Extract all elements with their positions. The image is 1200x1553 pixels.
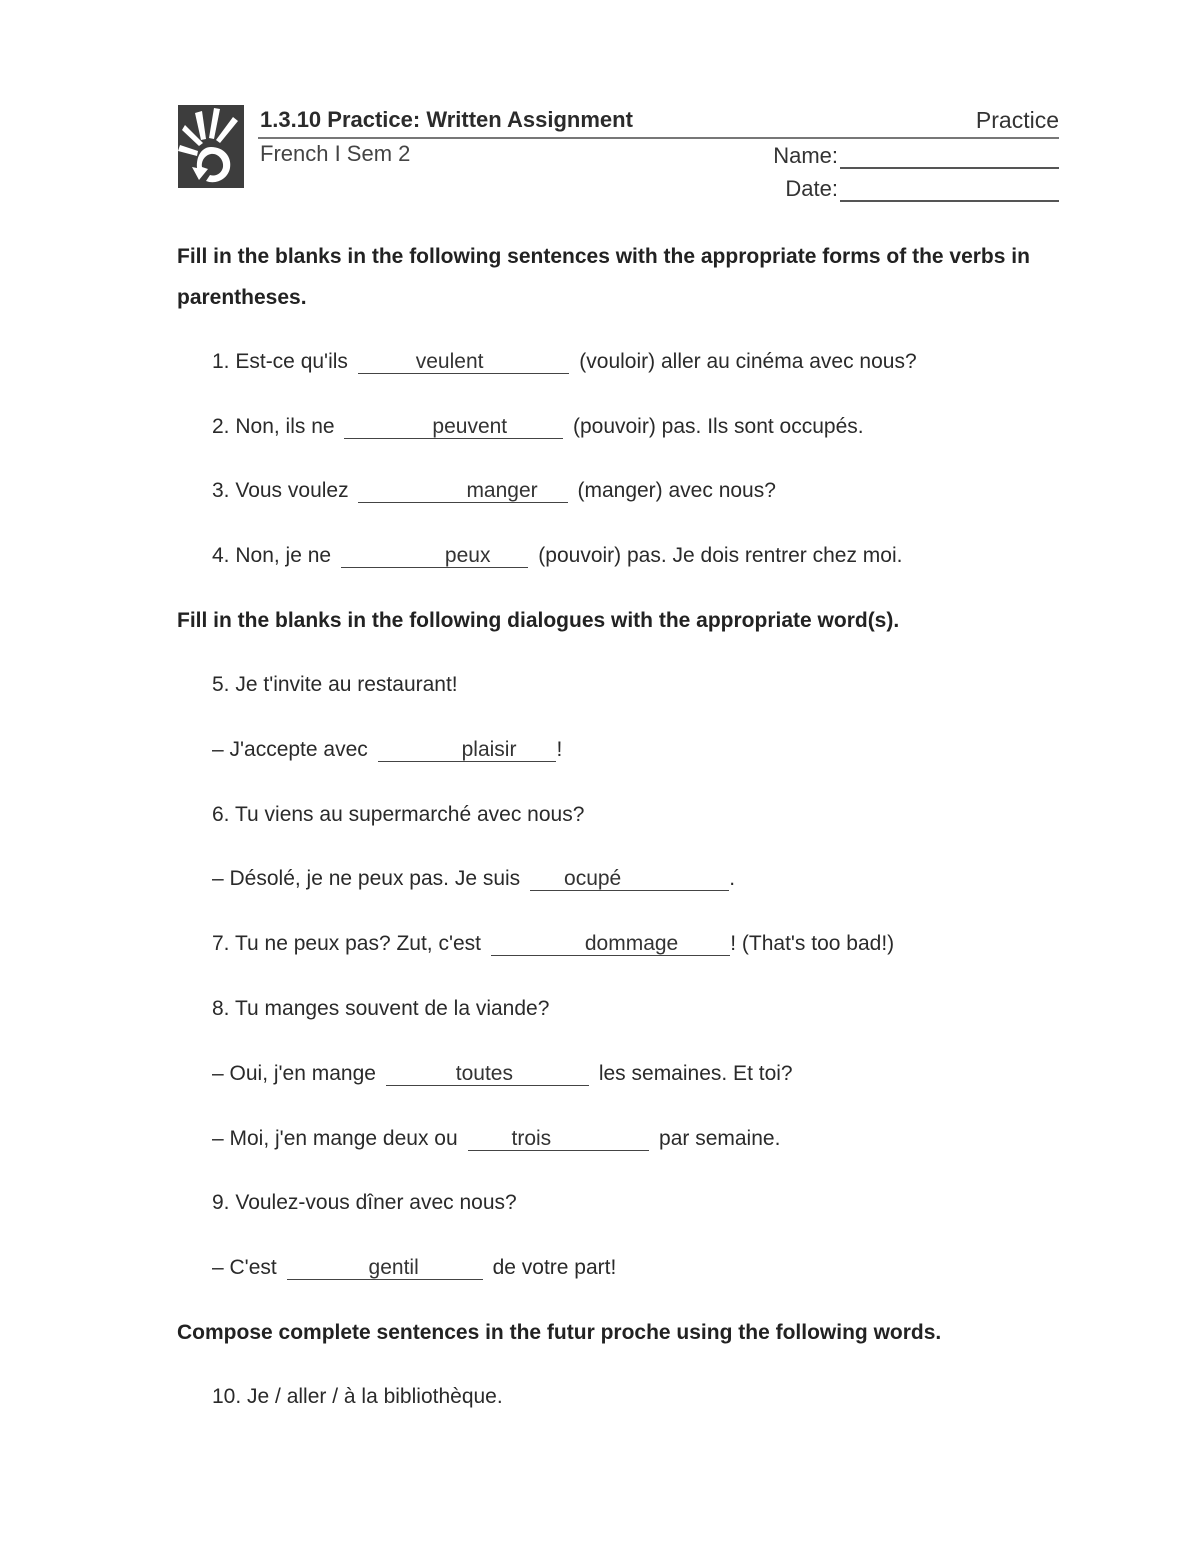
question-text: – C'est bbox=[212, 1256, 283, 1279]
question-text: (pouvoir) pas. Ils sont occupés. bbox=[567, 415, 864, 438]
question-4 bbox=[212, 544, 902, 568]
answer-text: ocupé bbox=[564, 867, 622, 890]
answer-text: peuvent bbox=[432, 415, 508, 438]
answer-line-8a bbox=[212, 1062, 793, 1086]
question-text: 1. Est-ce qu'ils bbox=[212, 350, 354, 373]
question-8 bbox=[212, 997, 549, 1021]
answer-line-8b bbox=[212, 1127, 780, 1151]
answer-blank[interactable] bbox=[530, 868, 729, 891]
question-text: par semaine. bbox=[653, 1127, 781, 1150]
answer-line-6 bbox=[212, 867, 735, 891]
date-field[interactable] bbox=[840, 176, 1059, 202]
question-text: (manger) avec nous? bbox=[571, 479, 776, 502]
date-field-row bbox=[785, 176, 1059, 202]
answer-text: plaisir bbox=[461, 738, 517, 761]
name-field-row bbox=[773, 143, 1059, 169]
question-text: 6. Tu viens au supermarché avec nous? bbox=[212, 803, 585, 826]
question-9 bbox=[212, 1191, 517, 1215]
answer-blank[interactable] bbox=[358, 480, 567, 503]
apex-sunburst-logo-icon bbox=[178, 105, 244, 188]
header-divider bbox=[258, 137, 1059, 139]
date-label: Date: bbox=[785, 176, 838, 201]
section2-instruction: Fill in the blanks in the following dialogues with the appropriate word(s). bbox=[177, 609, 900, 632]
answer-blank[interactable] bbox=[468, 1128, 650, 1151]
question-text: . bbox=[729, 867, 736, 890]
answer-line-9 bbox=[212, 1256, 616, 1280]
answer-text: trois bbox=[511, 1127, 552, 1150]
answer-blank[interactable] bbox=[386, 1063, 589, 1086]
answer-text: peux bbox=[444, 544, 491, 567]
answer-text: manger bbox=[466, 479, 538, 502]
question-10 bbox=[212, 1385, 503, 1409]
question-text: – Oui, j'en mange bbox=[212, 1062, 382, 1085]
question-text: 5. Je t'invite au restaurant! bbox=[212, 673, 458, 696]
question-text: – Désolé, je ne peux pas. Je suis bbox=[212, 867, 527, 890]
question-text: 10. Je / aller / à la bibliothèque. bbox=[212, 1385, 503, 1408]
question-text: (vouloir) aller au cinéma avec nous? bbox=[573, 350, 917, 373]
question-6 bbox=[212, 803, 584, 827]
answer-text: veulent bbox=[415, 350, 484, 373]
answer-text: toutes bbox=[455, 1062, 513, 1085]
question-1 bbox=[212, 350, 917, 374]
question-5 bbox=[212, 673, 458, 697]
answer-line-5 bbox=[212, 738, 562, 762]
question-text: ! (That's too bad!) bbox=[730, 932, 895, 955]
question-text: ! bbox=[556, 738, 563, 761]
page-title: 1.3.10 Practice: Written Assignment bbox=[260, 107, 633, 132]
question-text: 2. Non, ils ne bbox=[212, 415, 341, 438]
answer-text: gentil bbox=[368, 1256, 419, 1279]
document-type-label: Practice bbox=[975, 107, 1059, 133]
answer-blank[interactable] bbox=[358, 351, 570, 374]
answer-text: dommage bbox=[584, 932, 679, 955]
question-text: – J'accepte avec bbox=[212, 738, 374, 761]
course-subtitle: French I Sem 2 bbox=[260, 141, 411, 166]
question-3 bbox=[212, 479, 776, 503]
question-text: 8. Tu manges souvent de la viande? bbox=[212, 997, 550, 1020]
question-text: (pouvoir) pas. Je dois rentrer chez moi. bbox=[532, 544, 903, 567]
question-text: – Moi, j'en mange deux ou bbox=[212, 1127, 464, 1150]
question-2 bbox=[212, 415, 864, 439]
answer-blank[interactable] bbox=[491, 933, 730, 956]
question-text: 3. Vous voulez bbox=[212, 479, 355, 502]
question-text: 9. Voulez-vous dîner avec nous? bbox=[212, 1191, 517, 1214]
answer-blank[interactable] bbox=[341, 545, 529, 568]
question-7 bbox=[212, 932, 894, 956]
question-text: 4. Non, je ne bbox=[212, 544, 337, 567]
section1-instruction: Fill in the blanks in the following sentences with the appropriate forms of the verbs in parentheses. bbox=[177, 245, 1030, 309]
section3-instruction: Compose complete sentences in the futur proche using the following words. bbox=[177, 1321, 942, 1344]
question-text: de votre part! bbox=[486, 1256, 617, 1279]
question-text: les semaines. Et toi? bbox=[593, 1062, 793, 1085]
name-field[interactable] bbox=[840, 143, 1059, 169]
question-text: 7. Tu ne peux pas? Zut, c'est bbox=[212, 932, 487, 955]
answer-blank[interactable] bbox=[344, 416, 563, 439]
name-label: Name: bbox=[773, 143, 838, 168]
answer-blank[interactable] bbox=[287, 1257, 483, 1280]
answer-blank[interactable] bbox=[378, 739, 557, 762]
